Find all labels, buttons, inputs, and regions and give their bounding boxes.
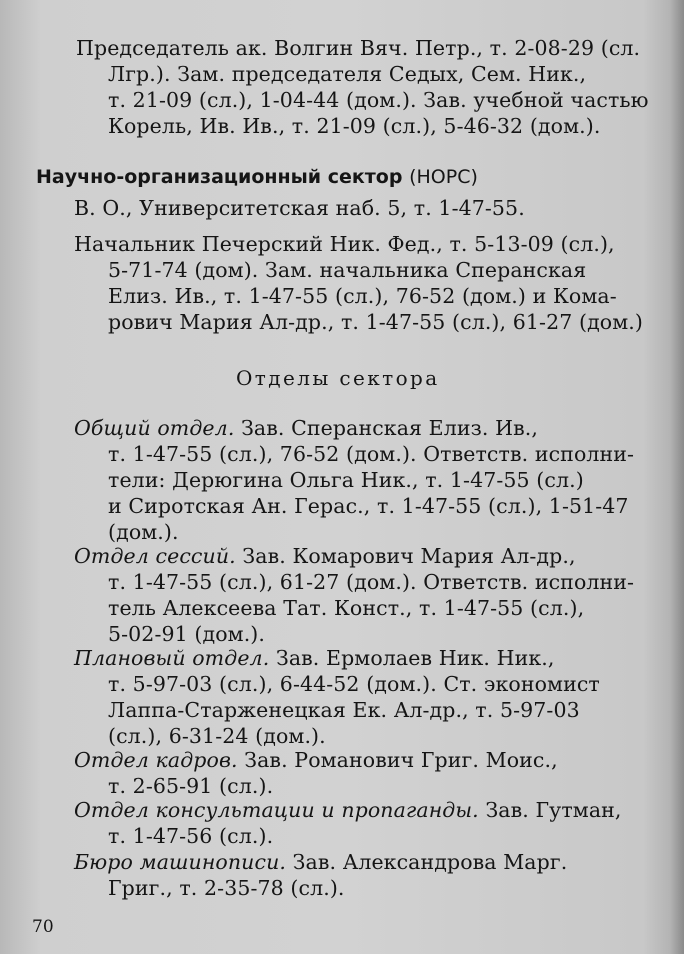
department-line: т. 1-47-55 (сл.), 61-27 (дом.). Ответств. исполни- <box>108 570 635 594</box>
department-name: Отдел сессий. <box>74 544 236 568</box>
department-line: тель Алексеева Тат. Конст., т. 1-47-55 (сл.), <box>108 596 585 620</box>
chair-line-1: Председатель ак. Волгин Вяч. Петр., т. 2-08-29 (сл. <box>76 36 641 60</box>
department-head: Зав. Гутман, <box>485 798 622 822</box>
department-first-line <box>74 646 555 670</box>
chair-line-3: т. 21-09 (сл.), 1-04-44 (дом.). Зав. учебной частью <box>108 88 649 112</box>
department-first-line <box>74 850 567 874</box>
department-first-line <box>74 544 576 568</box>
department-head: Зав. Ермолаев Ник. Ник., <box>275 646 555 670</box>
department-name: Отдел консультации и пропаганды. <box>74 798 479 822</box>
department-name: Бюро машинописи. <box>74 850 286 874</box>
sector-line-1: Начальник Печерский Ник. Фед., т. 5-13-09 (сл.), <box>74 232 615 256</box>
department-line: т. 2-65-91 (сл.). <box>108 774 274 798</box>
department-line: т. 5-97-03 (сл.), 6-44-52 (дом.). Ст. экономист <box>108 672 600 696</box>
department-line: тели: Дерюгина Ольга Ник., т. 1-47-55 (сл.) <box>108 468 584 492</box>
chair-line-2: Лгр.). Зам. председателя Седых, Сем. Ник., <box>108 62 587 86</box>
sector-line-3: Елиз. Ив., т. 1-47-55 (сл.), 76-52 (дом.) и Кома- <box>108 284 617 308</box>
department-head: Зав. Комарович Мария Ал-др., <box>242 544 576 568</box>
department-line: т. 1-47-56 (сл.). <box>108 824 274 848</box>
department-line: (сл.), 6-31-24 (дом.). <box>108 724 326 748</box>
department-line: 5-02-91 (дом.). <box>108 622 266 646</box>
page-number: 70 <box>32 917 54 937</box>
sector-heading-abbr: (НОРС) <box>409 166 478 188</box>
department-first-line <box>74 748 558 772</box>
department-head: Зав. Сперанская Елиз. Ив., <box>241 416 538 440</box>
department-name: Плановый отдел. <box>74 646 270 670</box>
department-line: Григ., т. 2-35-78 (сл.). <box>108 876 345 900</box>
department-line: Лаппа-Старженецкая Ек. Ал-др., т. 5-97-03 <box>108 698 580 722</box>
department-line: т. 1-47-55 (сл.), 76-52 (дом.). Ответств. исполни- <box>108 442 635 466</box>
department-name: Общий отдел. <box>74 416 235 440</box>
sector-line-4: рович Мария Ал-др., т. 1-47-55 (сл.), 61-27 (дом.) <box>108 310 643 334</box>
department-name: Отдел кадров. <box>74 748 238 772</box>
sector-line-2: 5-71-74 (дом). Зам. начальника Сперанская <box>108 258 587 282</box>
department-line: и Сиротская Ан. Герас., т. 1-47-55 (сл.), 1-51-47 <box>108 494 629 518</box>
section-title: Отделы сектора <box>236 366 440 390</box>
chair-line-4: Корель, Ив. Ив., т. 21-09 (сл.), 5-46-32 (дом.). <box>108 114 601 138</box>
sector-heading <box>36 165 478 189</box>
sector-address: В. О., Университетская наб. 5, т. 1-47-55. <box>74 196 525 220</box>
page-edge-shadow <box>670 0 684 954</box>
department-line: (дом.). <box>108 520 179 544</box>
department-head: Зав. Александрова Марг. <box>292 850 568 874</box>
department-head: Зав. Романович Григ. Моис., <box>244 748 558 772</box>
department-first-line <box>74 416 538 440</box>
sector-heading-bold: Научно-организационный сектор <box>36 166 403 188</box>
department-first-line <box>74 798 622 822</box>
